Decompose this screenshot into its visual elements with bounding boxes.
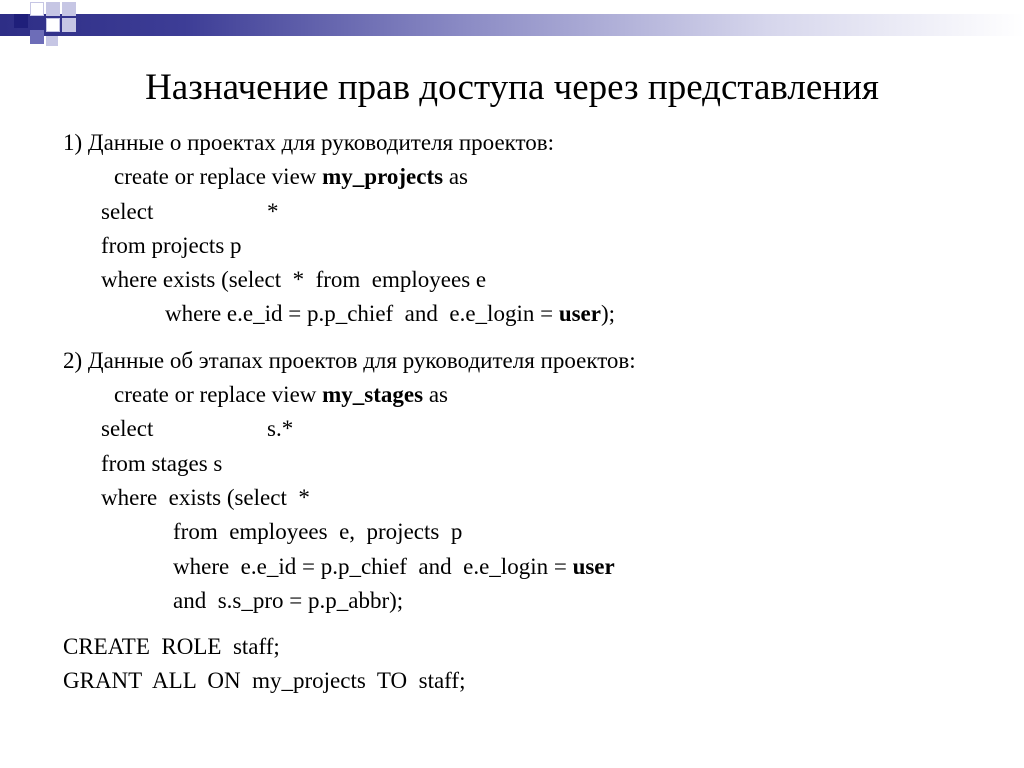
code-line: from employees e, projects p: [173, 519, 463, 545]
decor-square-icon: [62, 2, 76, 16]
decor-square-icon: [46, 2, 60, 16]
code-line: create or replace view my_projects as: [114, 164, 468, 190]
code-line: where exists (select * from employees e: [101, 267, 487, 293]
slide-body: [63, 126, 1003, 699]
code-line: GRANT ALL ON my_projects TO staff;: [63, 668, 466, 694]
code-line: and s.s_pro = p.p_abbr);: [173, 587, 404, 613]
decor-square-icon: [46, 36, 58, 46]
code-line: select s.*: [101, 416, 294, 442]
code-line: CREATE ROLE staff;: [63, 634, 280, 660]
code-line: from stages s: [101, 450, 223, 476]
code-line: create or replace view my_stages as: [114, 382, 448, 408]
code-line: where e.e_id = p.p_chief and e.e_login = user);: [165, 301, 616, 327]
code-line: select *: [101, 198, 279, 224]
code-line: where e.e_id = p.p_chief and e.e_login = user: [173, 553, 615, 579]
decor-square-icon: [14, 14, 28, 28]
section1-heading: 1) Данные о проектах для руководителя проектов:: [63, 130, 555, 155]
slide-title: Назначение прав доступа через представления: [145, 67, 879, 108]
decor-square-icon: [30, 30, 44, 44]
code-line: where exists (select *: [101, 484, 310, 510]
code-line: from projects p: [101, 232, 242, 258]
decor-square-icon: [62, 18, 76, 32]
section2-heading: 2) Данные об этапах проектов для руководителя проектов:: [63, 347, 636, 373]
decor-square-icon: [46, 18, 60, 32]
decor-square-icon: [30, 2, 44, 16]
header-gradient-band: [0, 14, 1024, 36]
